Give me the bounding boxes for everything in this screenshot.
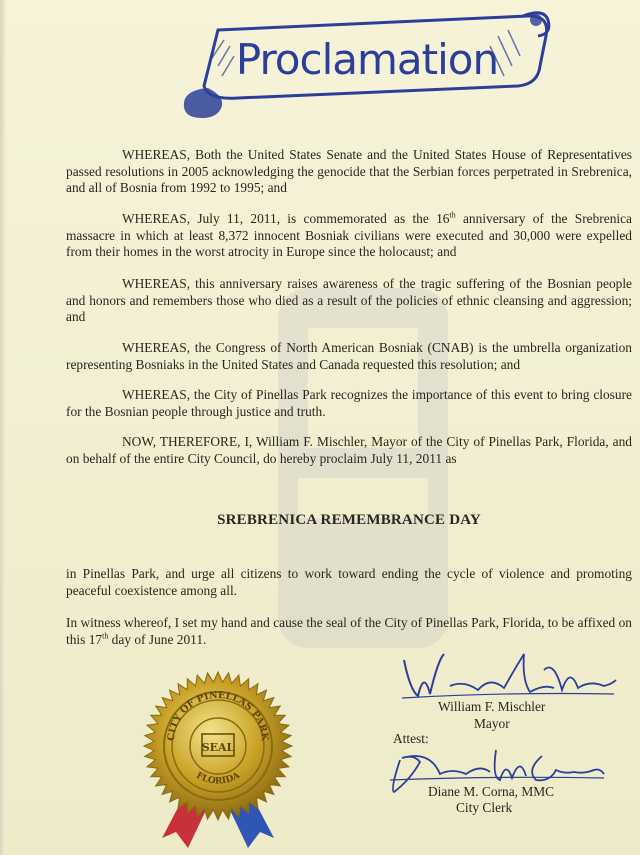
ordinal-suffix: th	[102, 631, 109, 641]
ordinal-suffix: th	[449, 210, 456, 220]
paragraph-text-end: anniversary of the Srebrenica massacre in which at least 8,372 innocent Bosniak civilians were executed and 30,000 were expelled from their homes in the worst atrocity in Europe since the holocaust; and	[66, 211, 632, 259]
paragraph-text-start: WHEREAS, July 11, 2011, is commemorated as the 16	[122, 211, 450, 226]
paragraph-text-end: day of June 2011.	[108, 631, 207, 647]
whereas-paragraph-3	[66, 276, 632, 326]
paragraph-text-start: In witness whereof, I set my hand and cause the seal of the City of Pinellas Park, Florida, to be affixed on this 17	[66, 615, 632, 647]
urge-paragraph	[66, 566, 632, 599]
clerk-title: City Clerk	[456, 800, 513, 815]
remembrance-day-heading: SREBRENICA REMEMBRANCE DAY	[217, 512, 481, 528]
paragraph-text: WHEREAS, this anniversary raises awareness of the tragic suffering of the Bosnian people and honors and remembers those who died as a result of the policies of ethnic cleansing and aggression; and	[66, 276, 632, 324]
seal-bottom-text: FLORIDA	[194, 770, 242, 787]
paragraph-text: WHEREAS, Both the United States Senate and the United States House of Representatives passed resolutions in 2005 acknowledging the genocide that the Serbian forces perpetrated in Srebrenica, and all of Bosnia from 1992 to 1995; and	[66, 147, 632, 195]
mayor-title: Mayor	[474, 716, 510, 731]
watermark-emblem	[238, 268, 488, 668]
page-edge-shadow	[0, 0, 6, 855]
city-gold-seal	[136, 660, 300, 848]
paragraph-text: NOW, THEREFORE, I, William F. Mischler, Mayor of the City of Pinellas Park, Florida, and on behalf of the entire City Council, do hereby proclaim July 11, 2011 as	[66, 434, 632, 466]
attest-label: Attest:	[393, 731, 429, 746]
seal-top-text: CITY OF PINELLAS PARK	[165, 689, 271, 742]
seal-center-text: SEAL	[201, 741, 235, 754]
whereas-paragraph-2	[66, 211, 632, 261]
mayor-name: William F. Mischler	[438, 699, 546, 714]
paragraph-text: WHEREAS, the City of Pinellas Park recognizes the importance of this event to bring closure for the Bosnian people through justice and truth.	[66, 387, 632, 419]
proclaim-paragraph	[66, 434, 632, 467]
clerk-name: Diane M. Corna, MMC	[428, 784, 555, 799]
proclamation-title: Proclamation	[235, 35, 499, 84]
paragraph-text	[66, 211, 632, 261]
whereas-paragraph-5	[66, 387, 632, 420]
whereas-paragraph-1	[66, 147, 632, 197]
whereas-paragraph-4	[66, 340, 632, 373]
paragraph-text: in Pinellas Park, and urge all citizens to work toward ending the cycle of violence and promoting peaceful coexistence among all.	[66, 566, 632, 598]
paragraph-text: WHEREAS, the Congress of North American Bosniak (CNAB) is the umbrella organization representing Bosniaks in the United States and Canada requested this resolution; and	[66, 340, 632, 372]
